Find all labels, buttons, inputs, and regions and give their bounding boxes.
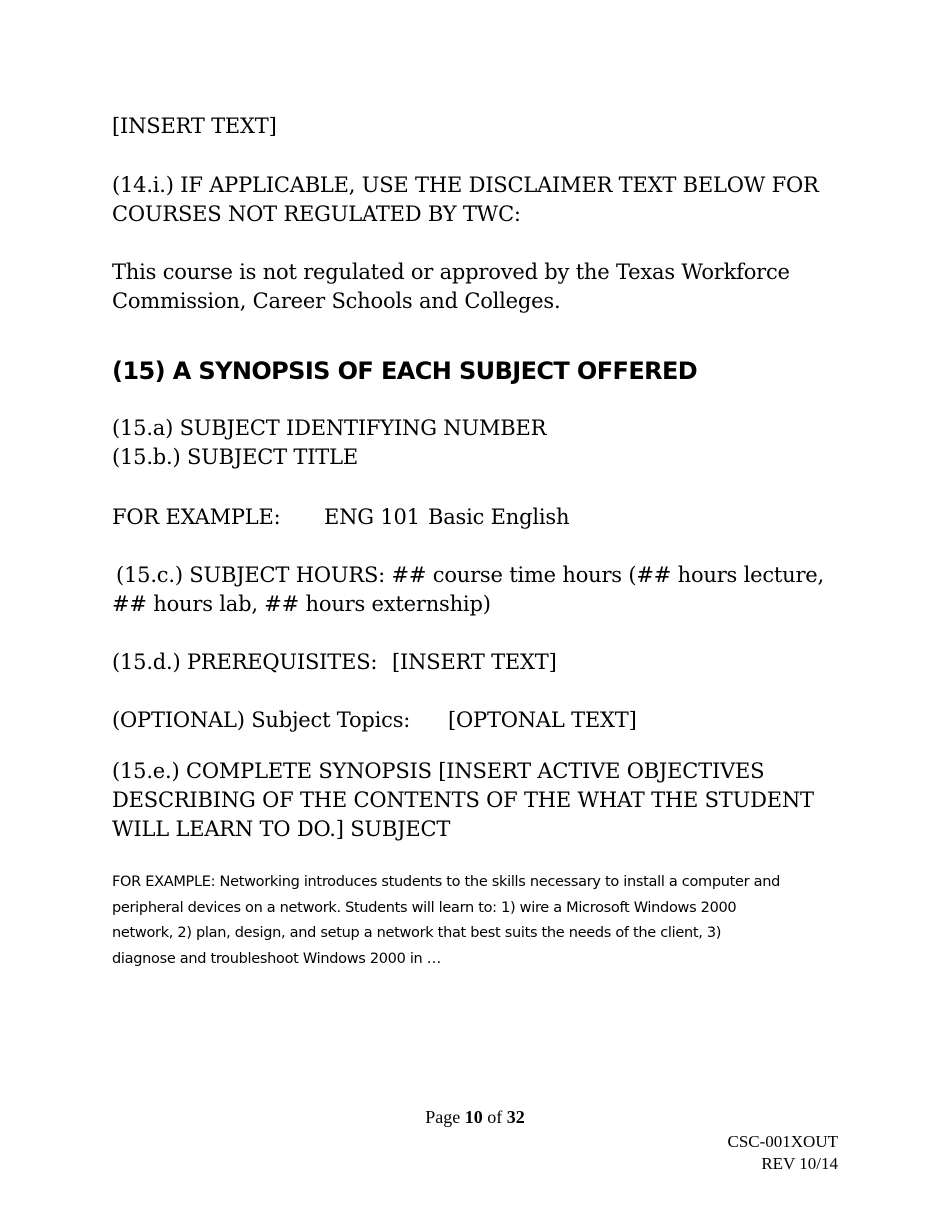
section-15c-line1: (15.c.) SUBJECT HOURS: ## course time hours (## hours lecture, [116, 563, 825, 587]
section-14i-line1: (14.i.) IF APPLICABLE, USE THE DISCLAIMER TEXT BELOW FOR [112, 173, 819, 197]
example-synopsis [112, 870, 852, 972]
section-15ab [112, 414, 842, 472]
section-14i-line2: COURSES NOT REGULATED BY TWC: [112, 202, 521, 226]
section-15c [112, 561, 846, 619]
revision-code: REV 10/14 [761, 1154, 838, 1173]
disclaimer-line2: Commission, Career Schools and Colleges. [112, 289, 561, 313]
example-subject-number: ENG 101 [324, 505, 420, 529]
optional-topics-value: [OPTONAL TEXT] [448, 708, 637, 732]
example-synopsis-line3: network, 2) plan, design, and setup a network that best suits the needs of the client, 3) [112, 925, 722, 941]
section-15-heading: (15) A SYNOPSIS OF EACH SUBJECT OFFERED [112, 357, 698, 385]
section-14i [112, 171, 842, 229]
insert-text-placeholder [112, 112, 842, 141]
section-15e-line3: WILL LEARN TO DO.] SUBJECT [112, 817, 451, 841]
example-label: FOR EXAMPLE: [112, 505, 281, 529]
form-code: CSC-001XOUT [727, 1132, 838, 1151]
page-current: 10 [464, 1107, 483, 1127]
section-15e-line1: (15.e.) COMPLETE SYNOPSIS [INSERT ACTIVE OBJECTIVES [112, 759, 765, 783]
example-synopsis-line2: peripheral devices on a network. Students will learn to: 1) wire a Microsoft Windows 2000 [112, 899, 737, 916]
section-15e-line2: DESCRIBING OF THE CONTENTS OF THE WHAT THE STUDENT [112, 788, 814, 812]
disclaimer-text [112, 258, 842, 316]
section-15e [112, 757, 842, 844]
prerequisites-label: (15.d.) PREREQUISITES: [112, 650, 378, 674]
section-15b-line: (15.b.) SUBJECT TITLE [112, 445, 358, 469]
section-15a-line: (15.a) SUBJECT IDENTIFYING NUMBER [112, 416, 547, 440]
disclaimer-line1: This course is not regulated or approved by the Texas Workforce [112, 260, 790, 284]
example-subject [112, 503, 842, 532]
optional-topics [112, 706, 842, 735]
page-prefix: Page [425, 1107, 461, 1127]
page-total: 32 [506, 1107, 525, 1127]
section-15d [112, 648, 842, 677]
form-code-footer [727, 1131, 838, 1175]
optional-topics-label: (OPTIONAL) Subject Topics: [112, 708, 411, 732]
example-subject-title: Basic English [428, 505, 570, 529]
insert-text-line: [INSERT TEXT] [112, 114, 277, 138]
example-synopsis-line4: diagnose and troubleshoot Windows 2000 in … [112, 950, 441, 967]
page-of: of [487, 1107, 503, 1127]
example-synopsis-line1: FOR EXAMPLE: Networking introduces students to the skills necessary to install a computer and [112, 874, 780, 890]
page-number-footer [0, 1107, 950, 1128]
section-15c-line2: ## hours lab, ## hours externship) [112, 592, 491, 616]
prerequisites-value: [INSERT TEXT] [392, 650, 557, 674]
